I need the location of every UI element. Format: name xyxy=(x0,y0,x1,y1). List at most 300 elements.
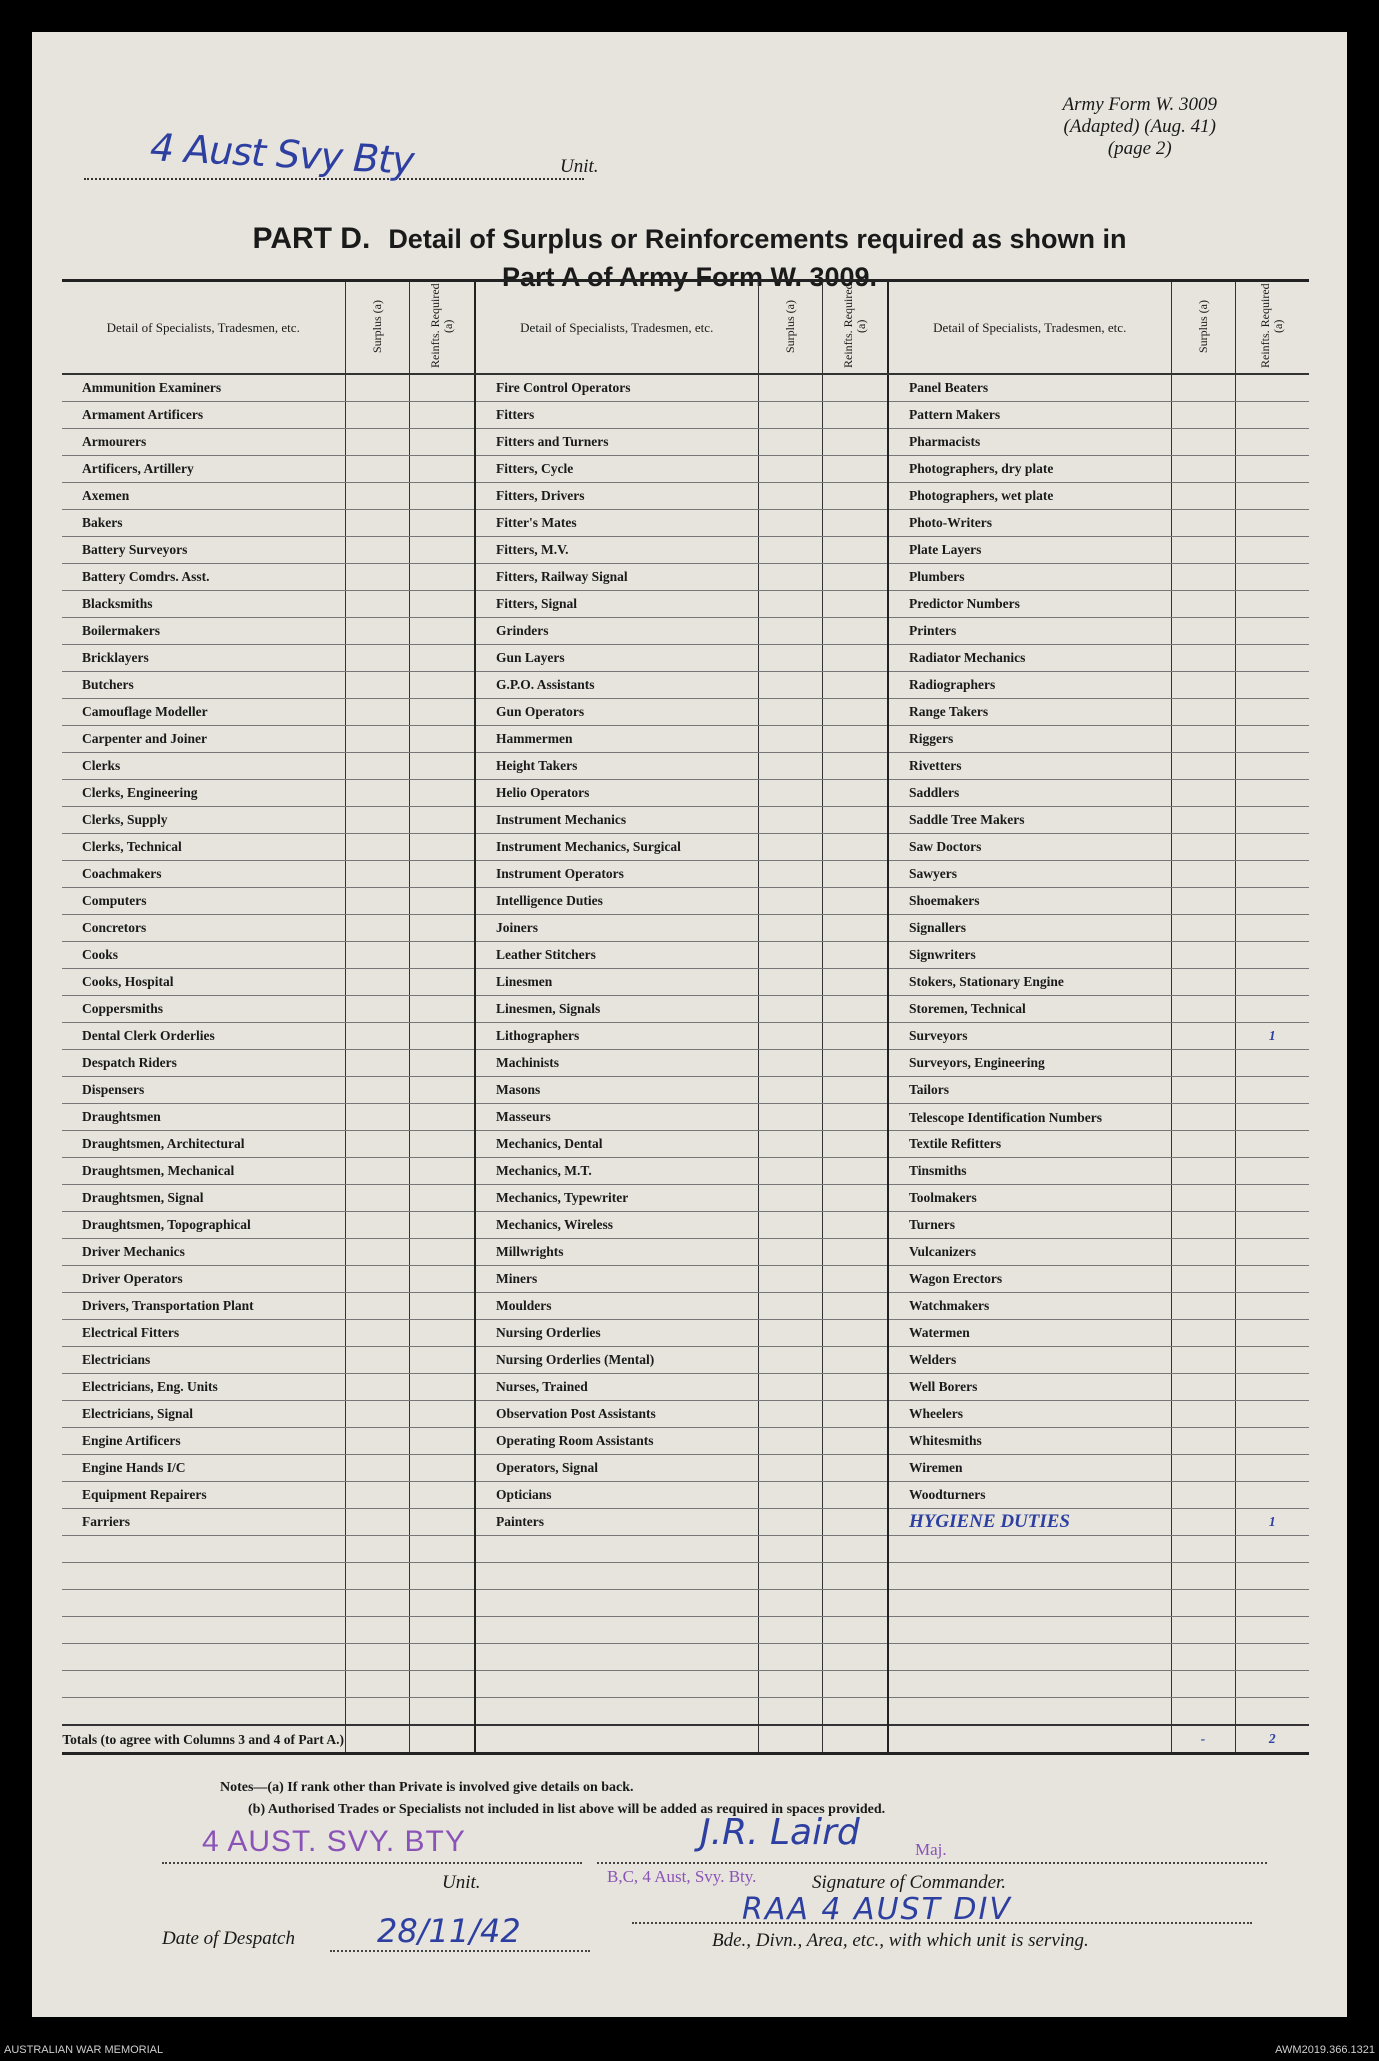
surplus-cell xyxy=(1171,807,1235,834)
surplus-cell xyxy=(1171,726,1235,753)
surplus-cell xyxy=(758,861,822,888)
reinfts-cell xyxy=(1235,672,1309,699)
surplus-cell xyxy=(758,699,822,726)
surplus-cell xyxy=(758,1239,822,1266)
trade-name: Fitters, Drivers xyxy=(475,483,758,510)
totals-surplus-value: - xyxy=(1171,1725,1235,1754)
reinfts-cell xyxy=(409,1428,475,1455)
surplus-cell xyxy=(1171,780,1235,807)
trade-name: Computers xyxy=(62,888,345,915)
trade-name: G.P.O. Assistants xyxy=(475,672,758,699)
surplus-cell xyxy=(345,1158,409,1185)
reinfts-cell xyxy=(1235,1671,1309,1698)
surplus-cell xyxy=(758,1482,822,1509)
reinfts-cell xyxy=(822,888,888,915)
surplus-cell xyxy=(1171,1617,1235,1644)
surplus-cell xyxy=(345,861,409,888)
surplus-cell xyxy=(1171,888,1235,915)
reinfts-cell xyxy=(822,1104,888,1131)
reinfts-cell xyxy=(1235,996,1309,1023)
surplus-cell xyxy=(758,1428,822,1455)
form-identifier xyxy=(1063,94,1217,160)
header-surplus: Surplus (a) xyxy=(1171,281,1235,375)
surplus-cell xyxy=(758,645,822,672)
reinfts-cell xyxy=(822,1050,888,1077)
reinfts-cell xyxy=(822,1509,888,1536)
table-row xyxy=(62,672,1309,699)
trade-name: Concretors xyxy=(62,915,345,942)
trade-name: Storemen, Technical xyxy=(888,996,1171,1023)
surplus-cell xyxy=(1171,1050,1235,1077)
reinfts-cell xyxy=(409,753,475,780)
surplus-cell xyxy=(1171,753,1235,780)
trade-name: Butchers xyxy=(62,672,345,699)
trade-name: Linesmen xyxy=(475,969,758,996)
surplus-cell xyxy=(758,1509,822,1536)
trade-name: Instrument Mechanics xyxy=(475,807,758,834)
header-detail: Detail of Specialists, Tradesmen, etc. xyxy=(888,281,1171,375)
reinfts-cell xyxy=(822,672,888,699)
trade-name: Mechanics, Wireless xyxy=(475,1212,758,1239)
trade-name: Electricians xyxy=(62,1347,345,1374)
table-row xyxy=(62,1509,1309,1536)
trade-name: Watchmakers xyxy=(888,1293,1171,1320)
surplus-cell xyxy=(758,510,822,537)
trade-name: Watermen xyxy=(888,1320,1171,1347)
trade-name: Gun Operators xyxy=(475,699,758,726)
trade-name: Draughtsmen, Topographical xyxy=(62,1212,345,1239)
surplus-cell xyxy=(758,807,822,834)
reinfts-cell xyxy=(409,780,475,807)
reinfts-cell: 1 xyxy=(1235,1509,1309,1536)
trade-name: Engine Artificers xyxy=(62,1428,345,1455)
formation-handwritten: RAA 4 AUST DIV xyxy=(742,1892,1012,1927)
surplus-cell xyxy=(758,753,822,780)
trade-name: Tinsmiths xyxy=(888,1158,1171,1185)
surplus-cell xyxy=(1171,1023,1235,1050)
table-row xyxy=(62,429,1309,456)
trade-name xyxy=(62,1536,345,1563)
surplus-cell xyxy=(1171,1077,1235,1104)
totals-cell xyxy=(345,1725,409,1754)
surplus-cell xyxy=(345,456,409,483)
table-row xyxy=(62,1185,1309,1212)
reinfts-cell xyxy=(822,1266,888,1293)
trade-name xyxy=(888,1671,1171,1698)
surplus-cell xyxy=(345,1266,409,1293)
trade-name xyxy=(62,1698,345,1726)
table-row xyxy=(62,996,1309,1023)
trade-name xyxy=(62,1617,345,1644)
surplus-cell xyxy=(1171,699,1235,726)
trade-name: Mechanics, Typewriter xyxy=(475,1185,758,1212)
reinfts-cell xyxy=(822,1131,888,1158)
table-row xyxy=(62,834,1309,861)
reinfts-cell xyxy=(822,807,888,834)
table-row xyxy=(62,1698,1309,1726)
trade-name: Artificers, Artillery xyxy=(62,456,345,483)
table-row xyxy=(62,753,1309,780)
trade-name xyxy=(475,1671,758,1698)
trade-name: Engine Hands I/C xyxy=(62,1455,345,1482)
trade-name xyxy=(888,1563,1171,1590)
reinfts-cell xyxy=(822,942,888,969)
trade-name: Fitters and Turners xyxy=(475,429,758,456)
trade-name: Armament Artificers xyxy=(62,402,345,429)
header-detail: Detail of Specialists, Tradesmen, etc. xyxy=(475,281,758,375)
surplus-cell xyxy=(1171,402,1235,429)
trade-name: Clerks, Supply xyxy=(62,807,345,834)
trade-name: Rivetters xyxy=(888,753,1171,780)
surplus-cell xyxy=(1171,915,1235,942)
reinfts-cell xyxy=(1235,1617,1309,1644)
trade-name: Operators, Signal xyxy=(475,1455,758,1482)
reinfts-cell xyxy=(409,942,475,969)
reinfts-cell xyxy=(822,564,888,591)
trade-name: Battery Comdrs. Asst. xyxy=(62,564,345,591)
reinfts-cell xyxy=(1235,374,1309,402)
surplus-cell xyxy=(1171,537,1235,564)
surplus-cell xyxy=(758,618,822,645)
surplus-cell xyxy=(345,1428,409,1455)
reinfts-cell: 1 xyxy=(1235,1023,1309,1050)
trade-name: Telescope Identification Numbers xyxy=(888,1104,1171,1131)
title-line-1: Detail of Surplus or Reinforcements required as shown in xyxy=(388,224,1127,254)
reinfts-cell xyxy=(1235,1077,1309,1104)
reinfts-cell xyxy=(822,1698,888,1726)
surplus-cell xyxy=(345,726,409,753)
trade-name: Photo-Writers xyxy=(888,510,1171,537)
trade-name xyxy=(62,1563,345,1590)
trade-name: Wheelers xyxy=(888,1401,1171,1428)
reinfts-cell xyxy=(1235,1455,1309,1482)
surplus-cell xyxy=(345,1698,409,1726)
reinfts-cell xyxy=(409,1590,475,1617)
reinfts-cell xyxy=(822,1590,888,1617)
trade-name xyxy=(888,1536,1171,1563)
reinfts-cell xyxy=(409,1482,475,1509)
reinfts-cell xyxy=(1235,456,1309,483)
trade-name: Linesmen, Signals xyxy=(475,996,758,1023)
reinfts-cell xyxy=(1235,1536,1309,1563)
unit-label-bottom: Unit. xyxy=(442,1872,481,1893)
table-row xyxy=(62,1077,1309,1104)
reinfts-cell xyxy=(1235,807,1309,834)
trade-name: Fitters, M.V. xyxy=(475,537,758,564)
reinfts-cell xyxy=(409,510,475,537)
unit-stamp: 4 AUST. SVY. BTY xyxy=(202,1825,466,1858)
reinfts-cell xyxy=(822,1239,888,1266)
surplus-cell xyxy=(345,1671,409,1698)
trade-name: Panel Beaters xyxy=(888,374,1171,402)
surplus-cell xyxy=(758,402,822,429)
trade-name: Axemen xyxy=(62,483,345,510)
trade-name: Ammunition Examiners xyxy=(62,374,345,402)
totals-cell xyxy=(888,1725,1171,1754)
reinfts-cell xyxy=(1235,780,1309,807)
reinfts-cell xyxy=(409,1401,475,1428)
surplus-cell xyxy=(345,1644,409,1671)
table-row xyxy=(62,780,1309,807)
reinfts-cell xyxy=(822,374,888,402)
trade-name: Coachmakers xyxy=(62,861,345,888)
reinfts-cell xyxy=(822,834,888,861)
reinfts-cell xyxy=(409,699,475,726)
reinfts-cell xyxy=(822,483,888,510)
surplus-cell xyxy=(1171,1347,1235,1374)
trade-name: Gun Layers xyxy=(475,645,758,672)
reinfts-cell xyxy=(409,402,475,429)
reinfts-cell xyxy=(409,1563,475,1590)
reinfts-cell xyxy=(822,537,888,564)
trade-name: Armourers xyxy=(62,429,345,456)
reinfts-cell xyxy=(822,1185,888,1212)
surplus-cell xyxy=(758,1671,822,1698)
trade-name: Range Takers xyxy=(888,699,1171,726)
reinfts-cell xyxy=(409,888,475,915)
trade-name: Tailors xyxy=(888,1077,1171,1104)
trade-name: Shoemakers xyxy=(888,888,1171,915)
surplus-cell xyxy=(345,645,409,672)
table-row xyxy=(62,1563,1309,1590)
trade-name: Mechanics, M.T. xyxy=(475,1158,758,1185)
surplus-cell xyxy=(1171,510,1235,537)
form-number: Army Form W. 3009 xyxy=(1062,94,1217,115)
surplus-cell xyxy=(345,1482,409,1509)
surplus-cell xyxy=(758,1617,822,1644)
surplus-cell xyxy=(345,672,409,699)
trade-name xyxy=(475,1536,758,1563)
reinfts-cell xyxy=(1235,1482,1309,1509)
trade-name: Equipment Repairers xyxy=(62,1482,345,1509)
surplus-cell xyxy=(345,1104,409,1131)
surplus-cell xyxy=(1171,1428,1235,1455)
trade-name: Photographers, wet plate xyxy=(888,483,1171,510)
surplus-cell xyxy=(1171,1104,1235,1131)
surplus-cell xyxy=(345,1077,409,1104)
surplus-cell xyxy=(1171,1293,1235,1320)
reinfts-cell xyxy=(409,1212,475,1239)
table-row xyxy=(62,1482,1309,1509)
surplus-cell xyxy=(1171,456,1235,483)
trade-name: Fitters xyxy=(475,402,758,429)
reinfts-cell xyxy=(822,1671,888,1698)
reinfts-cell xyxy=(409,429,475,456)
reinfts-cell xyxy=(409,1320,475,1347)
reinfts-cell xyxy=(409,1644,475,1671)
table-row xyxy=(62,861,1309,888)
surplus-cell xyxy=(758,1158,822,1185)
surplus-cell xyxy=(758,726,822,753)
table-row xyxy=(62,942,1309,969)
surplus-cell xyxy=(1171,483,1235,510)
trade-name: Whitesmiths xyxy=(888,1428,1171,1455)
table-row xyxy=(62,1617,1309,1644)
reinfts-cell xyxy=(822,402,888,429)
trade-name: Instrument Mechanics, Surgical xyxy=(475,834,758,861)
trade-name: Observation Post Assistants xyxy=(475,1401,758,1428)
table-row xyxy=(62,1131,1309,1158)
surplus-cell xyxy=(758,1644,822,1671)
trade-name: Miners xyxy=(475,1266,758,1293)
surplus-cell xyxy=(1171,1563,1235,1590)
formation-label: Bde., Divn., Area, etc., with which unit is serving. xyxy=(712,1930,1089,1951)
trade-name: Printers xyxy=(888,618,1171,645)
totals-cell xyxy=(758,1725,822,1754)
trade-name: Intelligence Duties xyxy=(475,888,758,915)
table-row xyxy=(62,483,1309,510)
trade-name: Clerks, Technical xyxy=(62,834,345,861)
trade-name: Coppersmiths xyxy=(62,996,345,1023)
table-row xyxy=(62,1347,1309,1374)
table-row xyxy=(62,699,1309,726)
trade-name: Wagon Erectors xyxy=(888,1266,1171,1293)
reinfts-cell xyxy=(409,591,475,618)
surplus-cell xyxy=(758,1563,822,1590)
surplus-cell xyxy=(1171,1455,1235,1482)
surplus-cell xyxy=(345,1185,409,1212)
reinfts-cell xyxy=(1235,753,1309,780)
table-row xyxy=(62,1320,1309,1347)
reinfts-cell xyxy=(1235,618,1309,645)
reinfts-cell xyxy=(409,1104,475,1131)
reinfts-cell xyxy=(822,456,888,483)
reinfts-cell xyxy=(409,1509,475,1536)
trade-name: Cooks xyxy=(62,942,345,969)
trade-name: Bricklayers xyxy=(62,645,345,672)
trade-name: Dispensers xyxy=(62,1077,345,1104)
trade-name: Grinders xyxy=(475,618,758,645)
reinfts-cell xyxy=(1235,1590,1309,1617)
reinfts-cell xyxy=(1235,1428,1309,1455)
reinfts-cell xyxy=(1235,942,1309,969)
surplus-cell xyxy=(345,1347,409,1374)
trade-name: Draughtsmen, Architectural xyxy=(62,1131,345,1158)
surplus-cell xyxy=(758,429,822,456)
reinfts-cell xyxy=(822,1563,888,1590)
trade-name: Fitters, Cycle xyxy=(475,456,758,483)
reinfts-cell xyxy=(822,1212,888,1239)
trade-name xyxy=(62,1590,345,1617)
surplus-cell xyxy=(345,1563,409,1590)
reinfts-cell xyxy=(409,1131,475,1158)
reinfts-cell xyxy=(409,861,475,888)
trade-name: Fire Control Operators xyxy=(475,374,758,402)
surplus-cell xyxy=(758,1077,822,1104)
commander-signature: J.R. Laird xyxy=(700,1812,860,1853)
surplus-cell xyxy=(758,996,822,1023)
trade-name: Driver Mechanics xyxy=(62,1239,345,1266)
totals-cell xyxy=(475,1725,758,1754)
surplus-cell xyxy=(758,1185,822,1212)
trades-table xyxy=(62,279,1309,1755)
surplus-cell xyxy=(758,888,822,915)
surplus-cell xyxy=(345,618,409,645)
table-header-row xyxy=(62,281,1309,375)
reinfts-cell xyxy=(409,374,475,402)
trade-name: Electrical Fitters xyxy=(62,1320,345,1347)
table-row xyxy=(62,1212,1309,1239)
surplus-cell xyxy=(345,510,409,537)
header-reinfts: Reinfts. Required (a) xyxy=(1235,281,1309,375)
surplus-cell xyxy=(345,1536,409,1563)
surplus-cell xyxy=(345,1401,409,1428)
reinfts-cell xyxy=(409,1158,475,1185)
reinfts-cell xyxy=(409,834,475,861)
surplus-cell xyxy=(1171,1698,1235,1726)
reinfts-cell xyxy=(1235,1374,1309,1401)
reinfts-cell xyxy=(1235,1104,1309,1131)
surplus-cell xyxy=(1171,834,1235,861)
table-row xyxy=(62,1401,1309,1428)
reinfts-cell xyxy=(822,591,888,618)
reinfts-cell xyxy=(1235,564,1309,591)
surplus-cell xyxy=(345,537,409,564)
surplus-cell xyxy=(345,942,409,969)
table-row xyxy=(62,1428,1309,1455)
surplus-cell xyxy=(758,1374,822,1401)
trade-name xyxy=(888,1698,1171,1726)
reinfts-cell xyxy=(822,1374,888,1401)
surplus-cell xyxy=(758,915,822,942)
reinfts-cell xyxy=(1235,726,1309,753)
reinfts-cell xyxy=(1235,969,1309,996)
surplus-cell xyxy=(1171,1644,1235,1671)
signature-label: Signature of Commander. xyxy=(812,1872,1007,1893)
surplus-cell xyxy=(758,456,822,483)
trade-name: Helio Operators xyxy=(475,780,758,807)
surplus-cell xyxy=(345,1455,409,1482)
surplus-cell xyxy=(345,402,409,429)
surplus-cell xyxy=(345,1509,409,1536)
surplus-cell xyxy=(345,429,409,456)
surplus-cell xyxy=(758,1293,822,1320)
reinfts-cell xyxy=(822,996,888,1023)
trade-name: Camouflage Modeller xyxy=(62,699,345,726)
trade-name: Fitters, Signal xyxy=(475,591,758,618)
reinfts-cell xyxy=(1235,510,1309,537)
surplus-cell xyxy=(345,915,409,942)
surplus-cell xyxy=(1171,672,1235,699)
trade-name: Pattern Makers xyxy=(888,402,1171,429)
surplus-cell xyxy=(758,1131,822,1158)
surplus-cell xyxy=(758,834,822,861)
trade-name xyxy=(888,1590,1171,1617)
reinfts-cell xyxy=(822,1158,888,1185)
reinfts-cell xyxy=(1235,1563,1309,1590)
surplus-cell xyxy=(1171,645,1235,672)
trade-name: Lithographers xyxy=(475,1023,758,1050)
trade-name: Draughtsmen, Mechanical xyxy=(62,1158,345,1185)
surplus-cell xyxy=(758,780,822,807)
trade-name: Clerks, Engineering xyxy=(62,780,345,807)
reinfts-cell xyxy=(409,1671,475,1698)
surplus-cell xyxy=(758,969,822,996)
surplus-cell xyxy=(1171,969,1235,996)
trade-name: Surveyors xyxy=(888,1023,1171,1050)
trade-name: Masseurs xyxy=(475,1104,758,1131)
surplus-cell xyxy=(345,564,409,591)
reinfts-cell xyxy=(1235,888,1309,915)
trade-name: Driver Operators xyxy=(62,1266,345,1293)
reinfts-cell xyxy=(822,1320,888,1347)
surplus-cell xyxy=(345,1617,409,1644)
reinfts-cell xyxy=(1235,699,1309,726)
surplus-cell xyxy=(758,537,822,564)
trade-name: Carpenter and Joiner xyxy=(62,726,345,753)
trade-name: Instrument Operators xyxy=(475,861,758,888)
trade-name: Riggers xyxy=(888,726,1171,753)
